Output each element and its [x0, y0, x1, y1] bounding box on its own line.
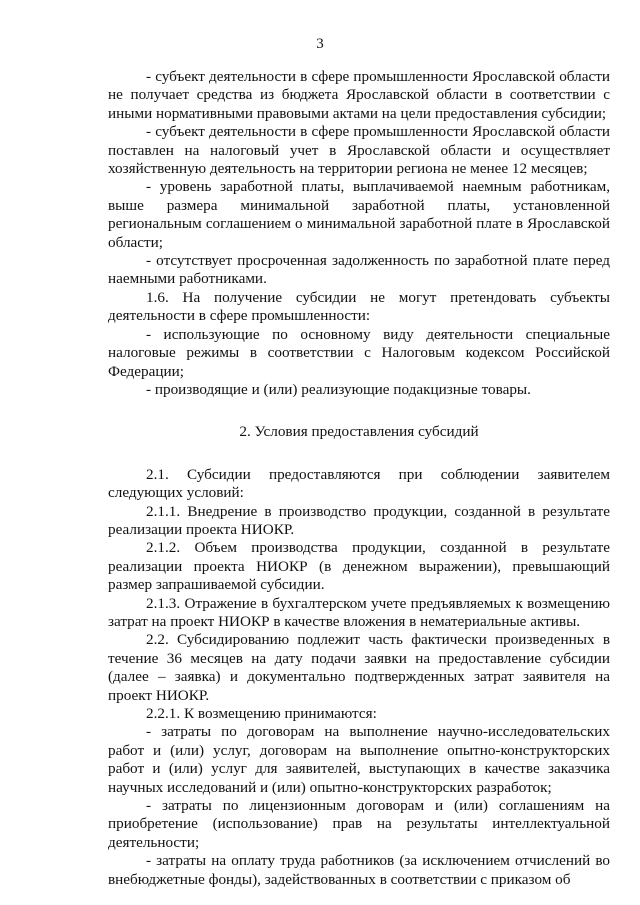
paragraphs-after-heading — [108, 466, 610, 889]
paragraph: 2.1.3. Отражение в бухгалтерском учете предъявляемых к возмещению затрат на проект НИОКР в качестве вложения в нематериальные активы. — [108, 594, 610, 630]
paragraph: 2.1. Субсидии предоставляются при соблюдении заявителем следующих условий: — [108, 465, 610, 502]
paragraph: 2.2.1. К возмещению принимаются: — [146, 705, 377, 722]
section-heading: 2. Условия предоставления субсидий — [239, 423, 479, 441]
paragraph: 2.1.1. Внедрение в производство продукции, созданной в результате реализации проекта НИОКР. — [108, 502, 610, 538]
paragraph: 2.2. Субсидированию подлежит часть фактически произведенных в течение 36 месяцев на дату подачи заявки на предоставление субсидии (далее – заявка) и документально подтвержденных затрат заявителя на проект НИОКР. — [108, 631, 610, 704]
paragraph: - отсутствует просроченная задолженность по заработной плате перед наемными работниками. — [108, 252, 610, 288]
paragraph: - использующие по основному виду деятельности специальные налоговые режимы в соответствии с Налоговым кодексом Российской Федерации; — [108, 325, 610, 380]
paragraphs-before-heading — [108, 68, 610, 399]
paragraph: - затраты на оплату труда работников (за исключением отчислений во внебюджетные фонды), задействованных в соответствии с приказом об — [108, 852, 610, 888]
paragraph: - субъект деятельности в сфере промышленности Ярославской области поставлен на налоговый учет в Ярославской области и осуществляет хозяйственную деятельность на территории региона не менее 12 месяцев; — [108, 123, 610, 178]
paragraph: - затраты по договорам на выполнение научно-исследовательских работ и (или) услуг, договорам на выполнение опытно-конструкторских работ и (или) услуг для заявителей, выступающих в качестве заказчика научных исследований и (или) опытно-конструкторских разработок; — [108, 723, 610, 796]
paragraph: - производящие и (или) реализующие подакцизные товары. — [146, 380, 531, 398]
document-body — [108, 68, 610, 889]
page-number: 3 — [316, 36, 324, 52]
paragraph: - затраты по лицензионным договорам и (или) соглашениям на приобретение (использование) прав на результаты интеллектуальной деятельности; — [108, 797, 610, 851]
paragraph: - уровень заработной платы, выплачиваемой наемным работникам, выше размера минимальной заработной платы, установленной региональным соглашением о минимальной заработной плате в Ярославской области; — [108, 178, 610, 251]
paragraph: 1.6. На получение субсидии не могут претендовать субъекты деятельности в сфере промышленности: — [108, 288, 610, 325]
paragraph: - субъект деятельности в сфере промышленности Ярославской области не получает средства из бюджета Ярославской области в соответствии с иными нормативными правовыми актами на цели предоставления субсидии; — [108, 68, 610, 122]
paragraph: 2.1.2. Объем производства продукции, созданной в результате реализации проекта НИОКР (в денежном выражении), превышающий размер запрашиваемой субсидии. — [108, 539, 610, 594]
